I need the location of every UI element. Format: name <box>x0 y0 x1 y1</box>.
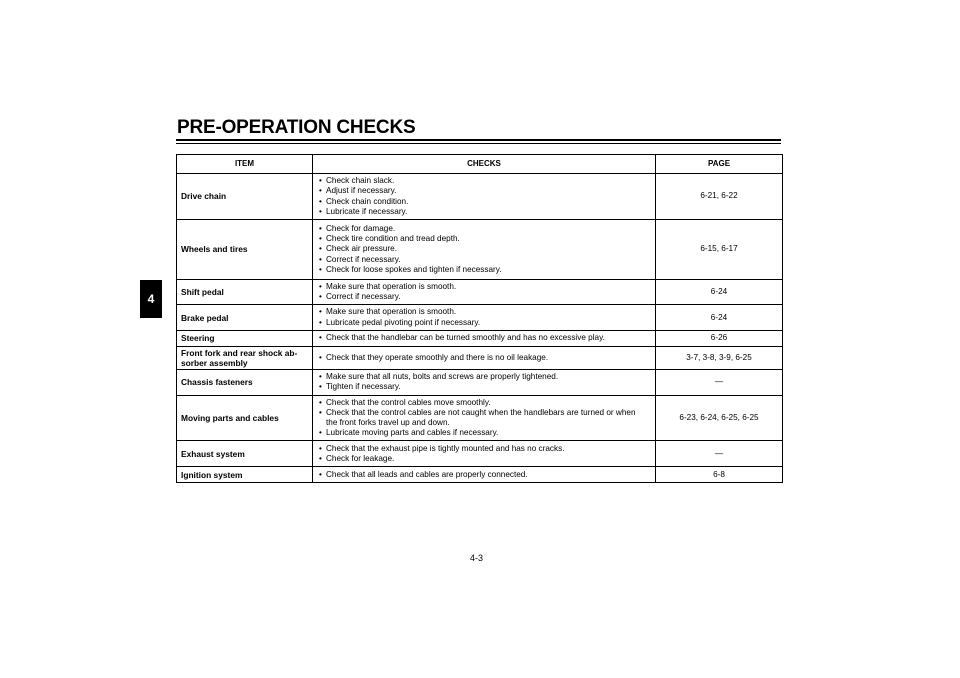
table-row <box>177 370 783 395</box>
item-cell: Front fork and rear shock ab-sorber assembly <box>177 346 313 369</box>
checks-cell <box>313 220 656 280</box>
checks-cell <box>313 330 656 346</box>
item-cell: Moving parts and cables <box>177 395 313 441</box>
page-cell: 6-24 <box>656 280 783 305</box>
check-item: • Make sure that all nuts, bolts and screws are properly tightened. <box>319 372 649 382</box>
item-cell: Wheels and tires <box>177 220 313 280</box>
table-row <box>177 395 783 441</box>
check-item: • Adjust if necessary. <box>319 186 649 196</box>
check-item: • Check for damage. <box>319 224 649 234</box>
page-cell: 6-8 <box>656 467 783 483</box>
item-cell: Steering <box>177 330 313 346</box>
check-item: • Check air pressure. <box>319 244 649 254</box>
checks-cell <box>313 305 656 330</box>
page-cell: 3-7, 3-8, 3-9, 6-25 <box>656 346 783 369</box>
check-item: • Make sure that operation is smooth. <box>319 282 649 292</box>
table-body <box>177 174 783 483</box>
column-header-page: PAGE <box>656 155 783 174</box>
title-rule-thick <box>176 139 781 141</box>
checks-list <box>319 307 649 327</box>
table-row <box>177 305 783 330</box>
table-row <box>177 174 783 220</box>
column-header-checks: CHECKS <box>313 155 656 174</box>
table-header-row <box>177 155 783 174</box>
check-item: • Lubricate pedal pivoting point if necessary. <box>319 318 649 328</box>
check-item: • Lubricate if necessary. <box>319 207 649 217</box>
item-cell: Brake pedal <box>177 305 313 330</box>
title-rule-thin <box>176 143 781 144</box>
chapter-tab <box>140 280 162 318</box>
checks-list <box>319 333 649 343</box>
checks-cell <box>313 174 656 220</box>
column-header-item: ITEM <box>177 155 313 174</box>
page-number: 4-3 <box>470 553 484 563</box>
table-row <box>177 441 783 467</box>
checks-cell <box>313 280 656 305</box>
page-cell: 6-24 <box>656 305 783 330</box>
page-cell: 6-21, 6-22 <box>656 174 783 220</box>
checks-cell <box>313 441 656 467</box>
item-cell: Shift pedal <box>177 280 313 305</box>
check-item: • Correct if necessary. <box>319 255 649 265</box>
check-item: • Tighten if necessary. <box>319 382 649 392</box>
page-cell: — <box>656 370 783 395</box>
check-item: • Check that the handlebar can be turned smoothly and has no excessive play. <box>319 333 649 343</box>
checks-cell <box>313 395 656 441</box>
checks-list <box>319 470 649 480</box>
page-cell: 6-26 <box>656 330 783 346</box>
check-item: • Check that the control cables are not caught when the handlebars are turned or when the front forks travel up and down. <box>319 408 649 428</box>
checks-list <box>319 176 649 217</box>
check-item: • Correct if necessary. <box>319 292 649 302</box>
checks-cell <box>313 467 656 483</box>
check-item: • Check that the control cables move smoothly. <box>319 398 649 408</box>
checks-list <box>319 444 649 464</box>
page-title: PRE-OPERATION CHECKS <box>177 117 416 138</box>
item-cell: Exhaust system <box>177 441 313 467</box>
table-row <box>177 330 783 346</box>
checks-cell <box>313 346 656 369</box>
checks-list <box>319 398 649 439</box>
check-item: • Check that all leads and cables are properly connected. <box>319 470 649 480</box>
check-item: • Check chain condition. <box>319 197 649 207</box>
check-item: • Make sure that operation is smooth. <box>319 307 649 317</box>
checks-list <box>319 224 649 275</box>
checks-cell <box>313 370 656 395</box>
check-item: • Check tire condition and tread depth. <box>319 234 649 244</box>
check-item: • Lubricate moving parts and cables if necessary. <box>319 428 649 438</box>
table-row <box>177 280 783 305</box>
page-cell: — <box>656 441 783 467</box>
check-item: • Check that they operate smoothly and there is no oil leakage. <box>319 353 649 363</box>
item-cell: Drive chain <box>177 174 313 220</box>
item-cell: Chassis fasteners <box>177 370 313 395</box>
table-row <box>177 467 783 483</box>
check-item: • Check chain slack. <box>319 176 649 186</box>
table-row <box>177 220 783 280</box>
table-row <box>177 346 783 369</box>
chapter-tab-label: 4 <box>147 292 155 306</box>
checks-list <box>319 372 649 392</box>
check-item: • Check for leakage. <box>319 454 649 464</box>
checks-list <box>319 353 649 363</box>
checks-list <box>319 282 649 302</box>
item-cell: Ignition system <box>177 467 313 483</box>
page-cell: 6-23, 6-24, 6-25, 6-25 <box>656 395 783 441</box>
check-item: • Check for loose spokes and tighten if necessary. <box>319 265 649 275</box>
check-item: • Check that the exhaust pipe is tightly mounted and has no cracks. <box>319 444 649 454</box>
page-cell: 6-15, 6-17 <box>656 220 783 280</box>
pre-operation-checks-table <box>176 154 783 483</box>
